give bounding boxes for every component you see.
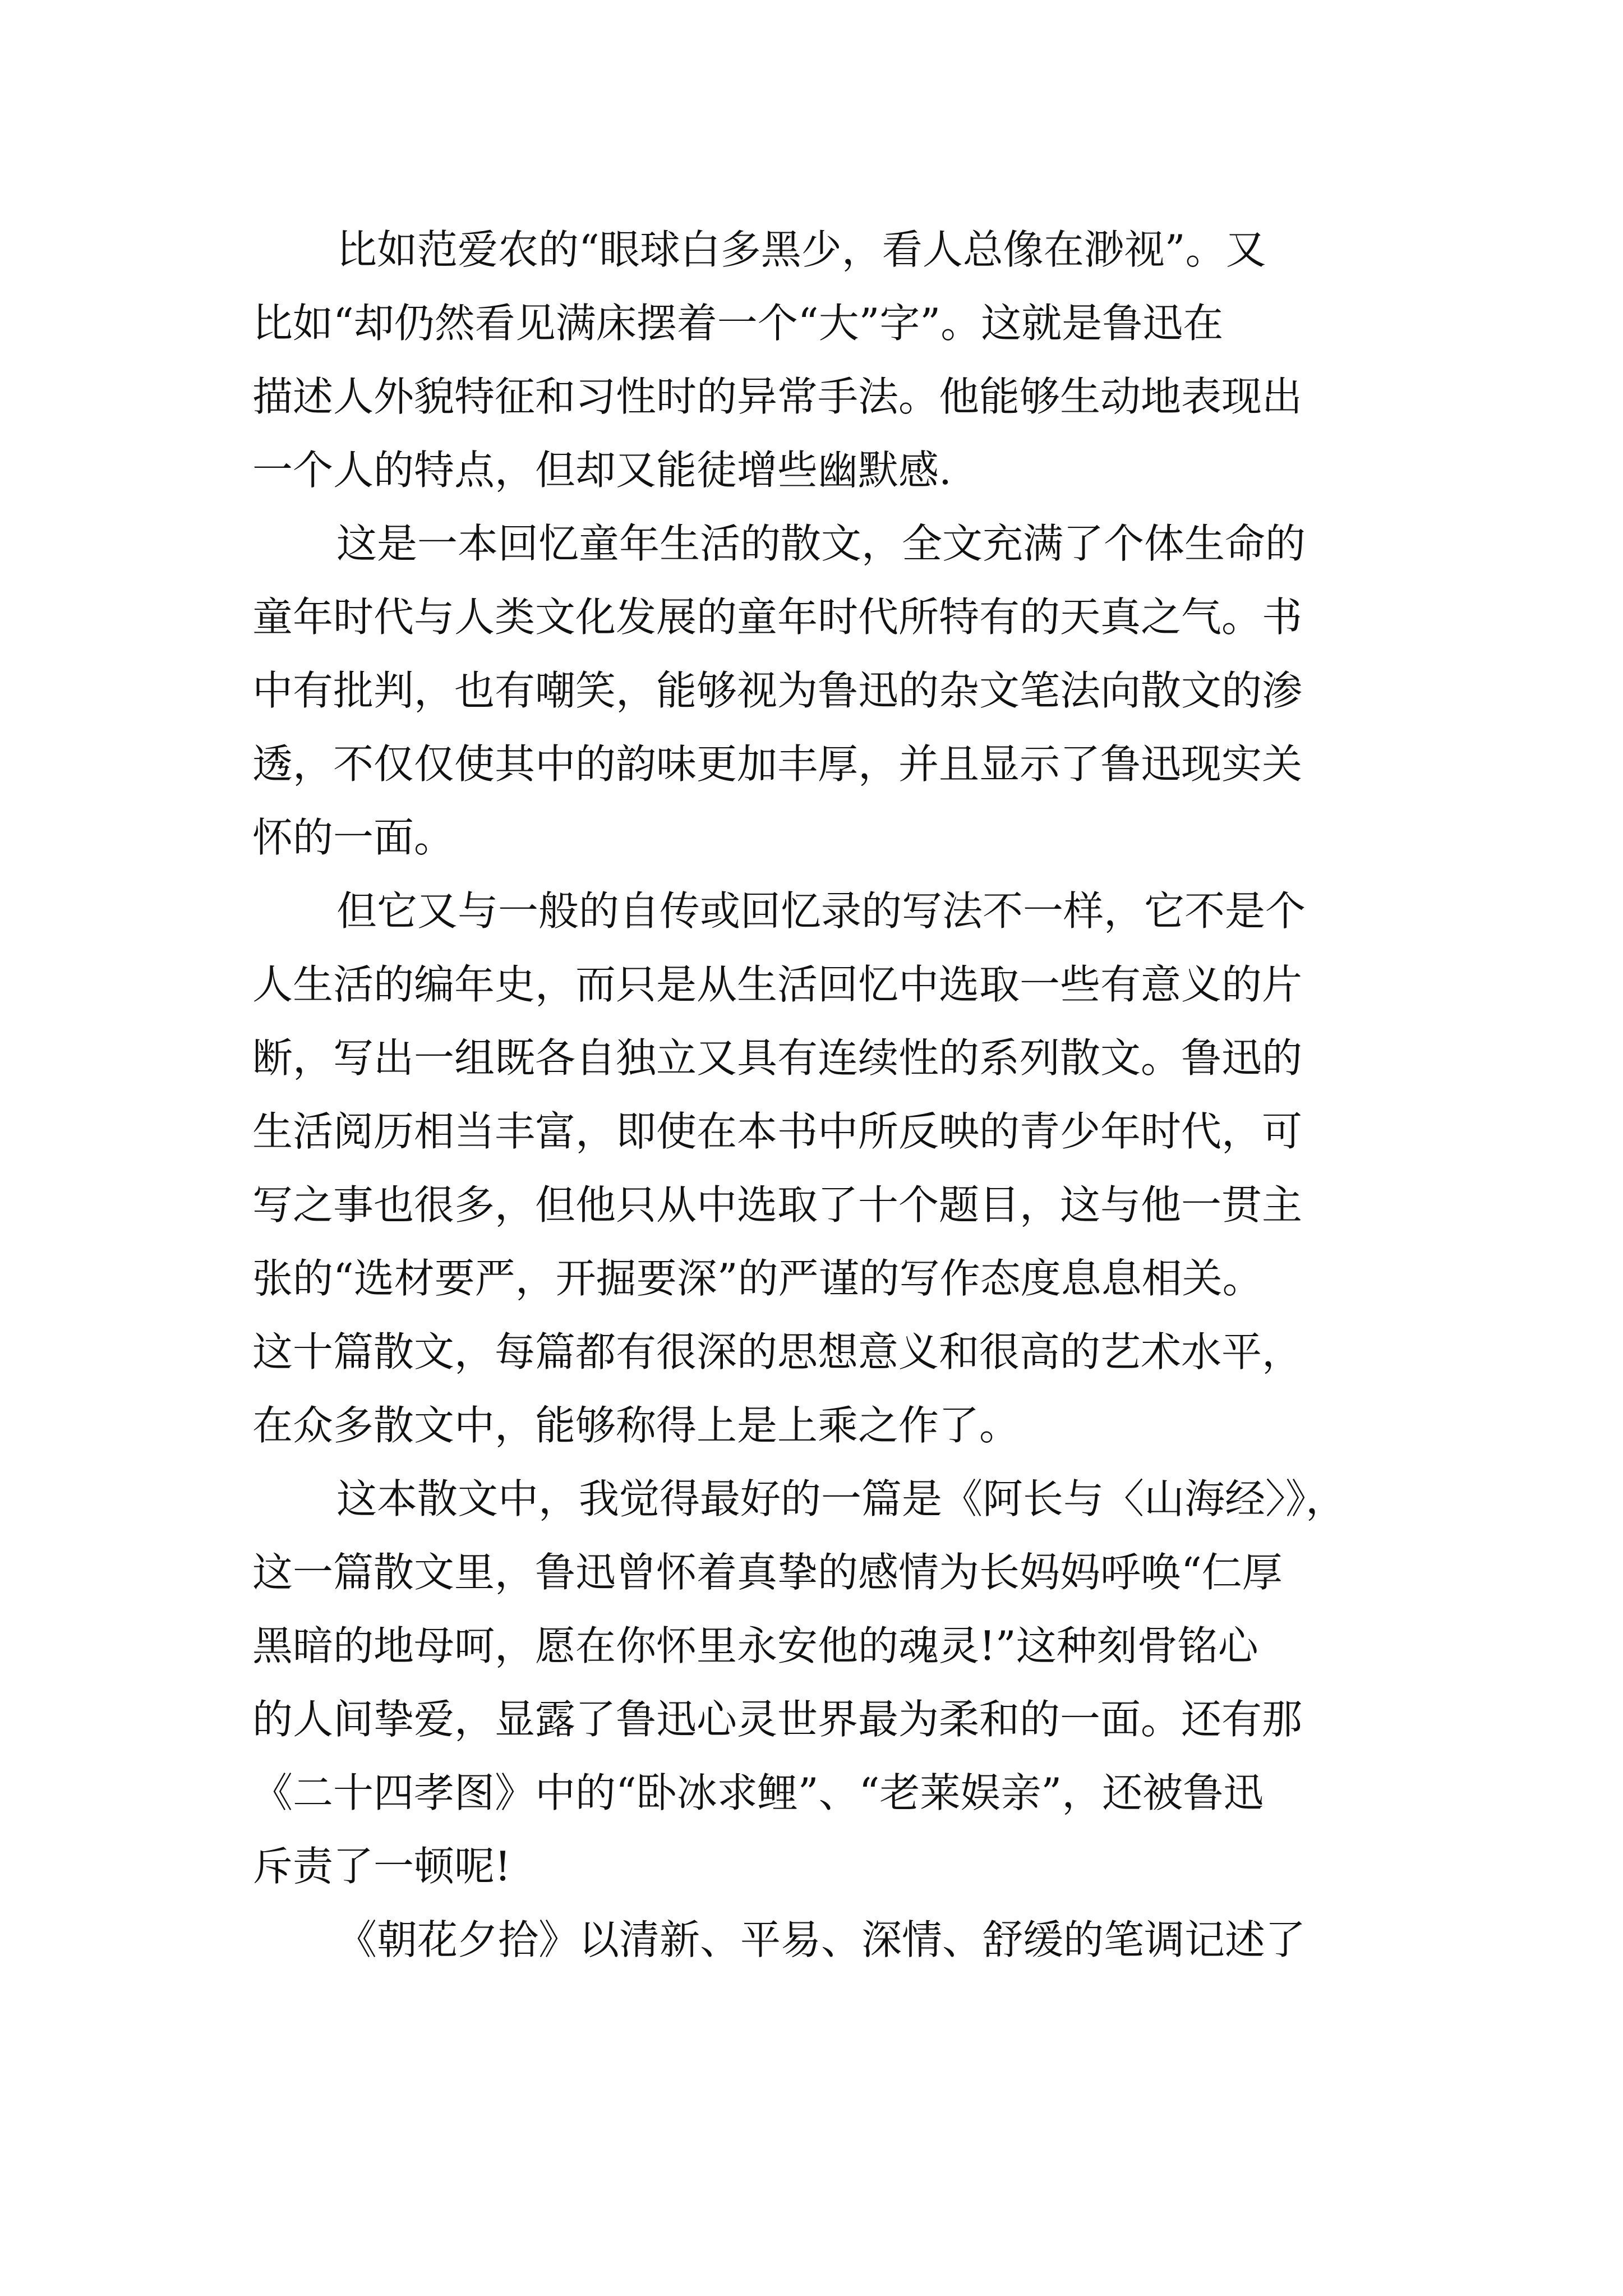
text-line: 一个人的特点，但却又能徒增些幽默感. [252, 447, 952, 494]
text-line: 比如“却仍然看见满床摆着一个“大”字”。这就是鲁迅在 [252, 300, 1224, 347]
text-line: 《朝花夕拾》以清新、平易、深情、舒缓的笔调记述了 [336, 1916, 1306, 1963]
text-line: 在众多散文中，能够称得上是上乘之作了。 [252, 1402, 1020, 1449]
text-line: 这一篇散文里，鲁迅曾怀着真挚的感情为长妈妈呼唤“仁厚 [252, 1549, 1283, 1596]
text-line: 这本散文中，我觉得最好的一篇是《阿长与〈山海经〉》， [336, 1475, 1347, 1522]
text-line: 比如范爱农的“眼球白多黑少，看人总像在渺视”。又 [336, 226, 1266, 273]
paragraph-4 [252, 1462, 1380, 1903]
text-line: 断，写出一组既各自独立又具有连续性的系列散文。鲁迅的 [252, 1034, 1303, 1082]
paragraph-5 [252, 1903, 1380, 1977]
text-line: 人生活的编年史，而只是从生活回忆中选取一些有意义的片 [252, 961, 1303, 1008]
paragraph-3 [252, 875, 1380, 1462]
text-line: 斥责了一顿呢! [252, 1843, 511, 1890]
text-line: 写之事也很多，但他只从中选取了十个题目，这与他一贯主 [252, 1181, 1303, 1228]
text-line: 生活阅历相当丰富，即使在本书中所反映的青少年时代，可 [252, 1108, 1303, 1155]
text-line: 怀的一面。 [252, 814, 455, 861]
text-line: 这是一本回忆童年生活的散文，全文充满了个体生命的 [336, 520, 1306, 567]
text-line: 这十篇散文，每篇都有很深的思想意义和很高的艺术水平， [252, 1328, 1303, 1375]
paragraph-1 [252, 213, 1380, 507]
text-line: 中有批判，也有嘲笑，能够视为鲁迅的杂文笔法向散文的渗 [252, 667, 1303, 714]
text-line: 张的“选材要严，开掘要深”的严谨的写作态度息息相关。 [252, 1255, 1263, 1302]
text-line: 但它又与一般的自传或回忆录的写法不一样，它不是个 [336, 887, 1306, 935]
text-line: 的人间挚爱，显露了鲁迅心灵世界最为柔和的一面。还有那 [252, 1696, 1303, 1743]
document-body [252, 213, 1380, 1977]
text-line: 《二十四孝图》中的“卧冰求鲤”、“老莱娱亲”，还被鲁迅 [252, 1769, 1264, 1816]
text-line: 黑暗的地母呵，愿在你怀里永安他的魂灵!”这种刻骨铭心 [252, 1622, 1258, 1669]
text-line: 童年时代与人类文化发展的童年时代所特有的天真之气。书 [252, 593, 1303, 641]
text-line: 描述人外貌特征和习性时的异常手法。他能够生动地表现出 [252, 373, 1303, 420]
paragraph-2 [252, 507, 1380, 875]
text-line: 透，不仅仅使其中的韵味更加丰厚，并且显示了鲁迅现实关 [252, 740, 1303, 788]
